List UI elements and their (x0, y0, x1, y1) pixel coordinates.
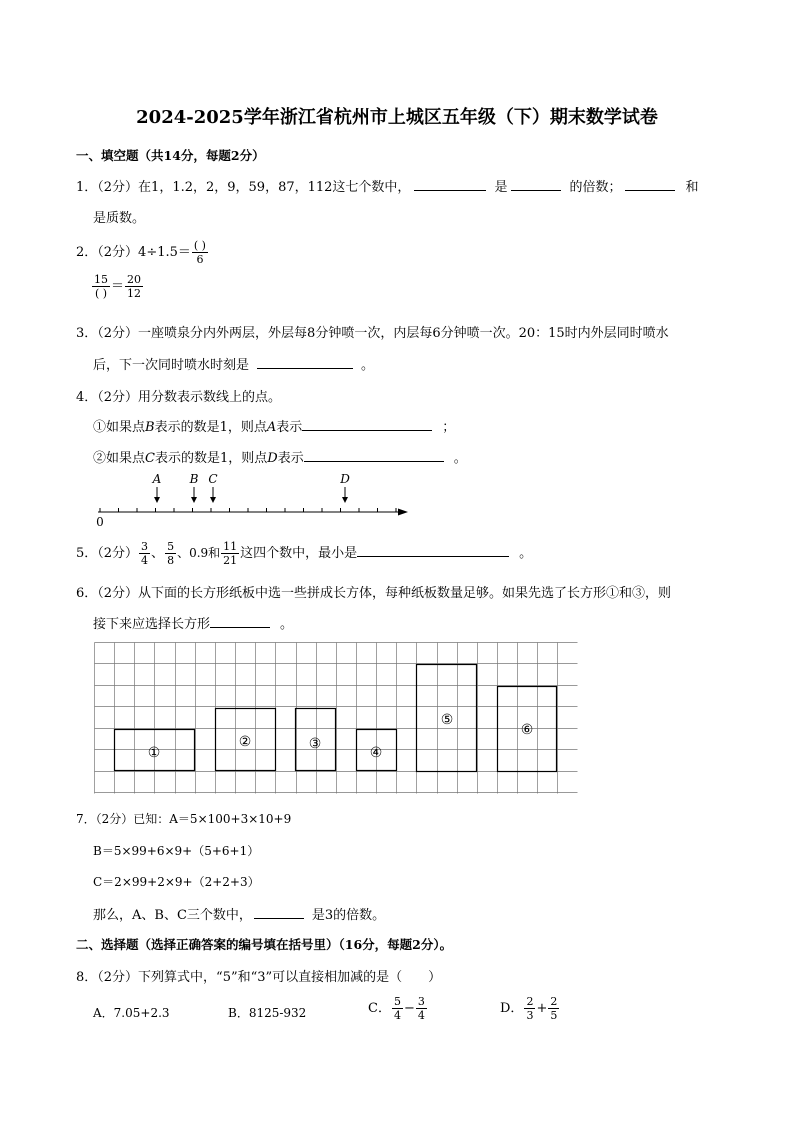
q1-text: 的倍数； (569, 180, 622, 195)
q4-sub1: ①如果点B表示的数是1，则点A表示 ； (93, 416, 455, 435)
rectangle-6-label: ⑥ (520, 722, 534, 738)
q8-option-a[interactable]: A．7.05+2.3 (93, 1006, 170, 1020)
number-line-arrow (398, 509, 408, 516)
q7-line1: 7．（2分）已知：A＝5×100+3×10+9 (76, 812, 292, 826)
q1-blank-1[interactable] (414, 177, 486, 191)
rectangle-1-label: ① (147, 745, 161, 761)
rectangle-3-label: ③ (308, 736, 322, 752)
svg-text:C: C (208, 472, 218, 486)
question-5: 5．（2分） $\frac{3}{4}$ 、 $\frac{5}{8}$ 、0.9和 $\frac{11}{21}$ 这四个数中，最小是 。 (76, 540, 533, 567)
q3-line2: 后，下一次同时喷水时刻是 。 (93, 354, 374, 373)
q1-line2: 是质数。 (93, 211, 146, 226)
q6-line2: 接下来应选择长方形 。 (93, 613, 293, 632)
q5-fraction-3: $\frac{11}{21}$ (223, 540, 238, 567)
q5-fraction-2: $\frac{5}{8}$ (167, 540, 175, 567)
q2-fraction-1: $\frac{( )}{6}$ (193, 239, 206, 266)
q6-blank[interactable] (210, 614, 270, 628)
rectangle-4-label: ④ (369, 745, 383, 761)
q7-line4: 那么，A、B、C三个数中， 是3的倍数。 (93, 904, 385, 923)
q1-text: 和 (685, 180, 699, 195)
q1-prefix: 1．（2分）在1，1.2，2，9，59，87，112这七个数中， (76, 180, 411, 195)
q2-fraction-2: $\frac{15}{( )}$ (94, 273, 108, 300)
q2-prefix: 2．（2分）4÷1.5＝ (76, 245, 191, 260)
q4-sub2: ②如果点C表示的数是1，则点D表示 。 (93, 447, 467, 466)
q4-blank-2[interactable] (304, 448, 444, 462)
q6-line1: 6．（2分）从下面的长方形纸板中选一些拼成长方体，每种纸板数量足够。如果先选了长方形①和③，则 (76, 586, 672, 601)
rectangle-grid-figure (94, 642, 578, 794)
question-1 (76, 176, 698, 195)
q8-option-d[interactable]: D． $\frac{2}{3}$ + $\frac{2}{5}$ (500, 995, 558, 1022)
question-2 (76, 239, 209, 266)
q5-blank[interactable] (357, 543, 509, 557)
q8-option-b[interactable]: B．8125-932 (228, 1006, 307, 1020)
number-line-zero: 0 (96, 515, 104, 529)
point-a-marker (152, 472, 162, 503)
number-line-ticks (100, 508, 396, 512)
q7-line3: C＝2×99+2×9+（2+2+3） (93, 875, 260, 889)
q2-fraction-3: $\frac{20}{12}$ (127, 273, 142, 300)
svg-text:B: B (189, 472, 199, 486)
section-heading-fill-blank: 一、填空题（共14分，每题2分） (76, 148, 265, 163)
q4-line1: 4．（2分）用分数表示数线上的点。 (76, 390, 282, 405)
rectangle-5-label: ⑤ (440, 712, 454, 728)
q4-blank-1[interactable] (302, 417, 432, 431)
svg-text:A: A (152, 472, 162, 486)
q8-stem: 8．（2分）下列算式中，“5”和“3”可以直接相加减的是（ ） (76, 970, 442, 985)
page-title: 2024-2025学年浙江省杭州市上城区五年级（下）期末数学试卷 (136, 107, 658, 128)
q2-line2: $\frac{15}{( )}$ ＝ $\frac{20}{12}$ (94, 273, 142, 300)
q3-blank[interactable] (257, 355, 353, 369)
q1-text: 是 (494, 180, 508, 195)
section-heading-multiple-choice: 二、选择题（选择正确答案的编号填在括号里）（16分，每题2分）。 (76, 937, 453, 952)
rectangle-2-label: ② (238, 734, 252, 750)
q1-blank-3[interactable] (625, 177, 675, 191)
q1-blank-2[interactable] (511, 177, 561, 191)
q8-option-c[interactable]: C． $\frac{5}{4}$ − $\frac{3}{4}$ (368, 995, 425, 1022)
q5-fraction-1: $\frac{3}{4}$ (141, 540, 149, 567)
point-d-marker (339, 472, 350, 503)
q7-blank[interactable] (254, 905, 304, 919)
q7-line2: B＝5×99+6×9+（5+6+1） (93, 844, 260, 858)
point-c-marker (208, 472, 217, 503)
point-b-marker (189, 472, 199, 503)
number-line (90, 470, 420, 530)
svg-text:D: D (340, 472, 350, 486)
q3-line1: 3．（2分）一座喷泉分内外两层，外层每8分钟喷一次，内层每6分钟喷一次。20：15时内外层同时喷水 (76, 326, 669, 341)
